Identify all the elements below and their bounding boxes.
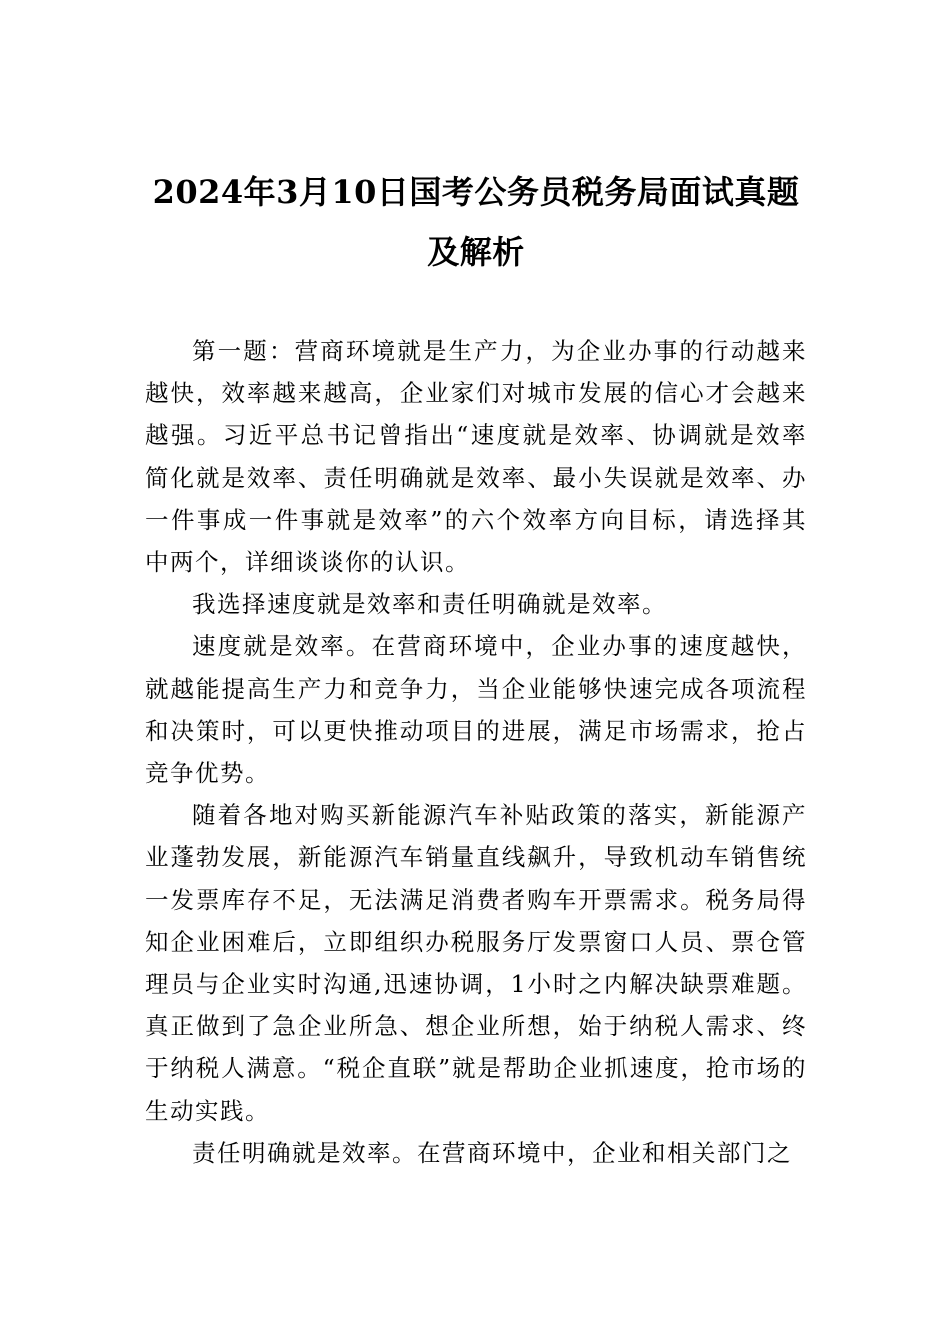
paragraph-speed: 速度就是效率。在营商环境中，企业办事的速度越快，就越能提高生产力和竞争力，当企业能够快速完成各项流程和决策时，可以更快推动项目的进展，满足市场需求，抢占竞争优势。: [145, 632, 807, 788]
paragraph-choice: 我选择速度就是效率和责任明确就是效率。: [192, 590, 667, 619]
paragraph-responsibility: 责任明确就是效率。在营商环境中，企业和相关部门之: [192, 1138, 792, 1167]
document-title: 2024年3月10日国考公务员税务局面试真题及解析: [152, 173, 800, 271]
paragraph-example: 随着各地对购买新能源汽车补贴政策的落实，新能源产业蓬勃发展，新能源汽车销量直线飙升，导致机动车销售统一发票库存不足，无法满足消费者购车开票需求。税务局得知企业困难后，立即组织办税服务厅发票窗口人员、票仓管理员与企业实时沟通,迅速协调，1小时之内解决缺票难题。真正做到了急企业所急、想企业所想，始于纳税人需求、终于纳税人满意。“税企直联”就是帮助企业抓速度，抢市场的生动实践。: [145, 801, 807, 1125]
paragraph-question: 第一题：营商环境就是生产力，为企业办事的行动越来越快，效率越来越高，企业家们对城市发展的信心才会越来越强。习近平总书记曾指出“速度就是效率、协调就是效率简化就是效率、责任明确就是效率、最小失误就是效率、办一件事成一件事就是效率”的六个效率方向目标，请选择其中两个，详细谈谈你的认识。: [145, 337, 807, 577]
document-body: [145, 330, 807, 1174]
